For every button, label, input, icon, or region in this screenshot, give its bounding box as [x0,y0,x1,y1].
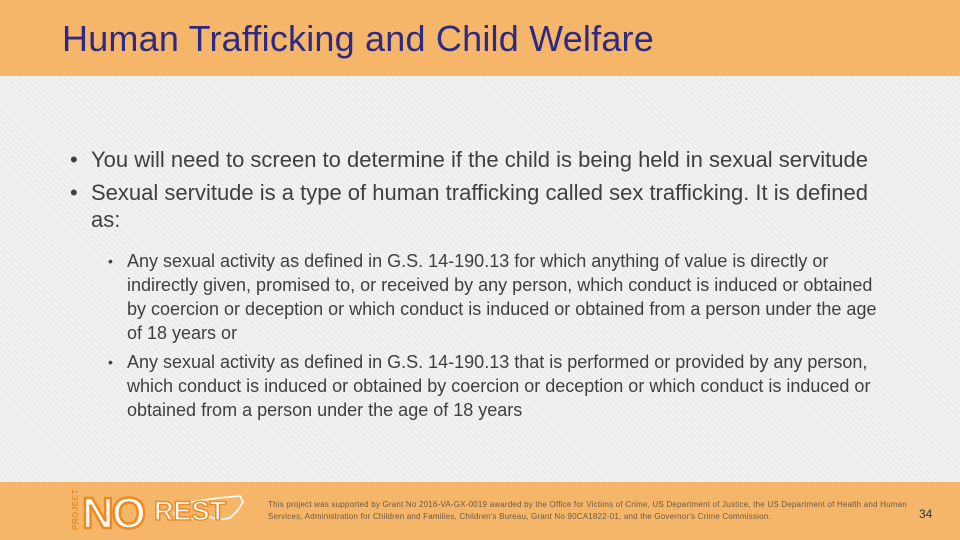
title-banner [0,0,960,76]
bullet-marker: • [70,180,78,205]
bullet-marker: • [70,147,78,172]
bullet-text: Sexual servitude is a type of human trafficking called sex trafficking. It is defined as: [91,180,868,232]
page-number: 34 [919,507,933,521]
sub-bullet-item [108,249,888,345]
bullet-item [70,146,900,173]
sub-bullet-list [108,249,888,422]
no-rest-logo [68,484,248,540]
slide-title: Human Trafficking and Child Welfare [62,18,654,59]
sub-bullet-text: Any sexual activity as defined in G.S. 14-190.13 for which anything of value is directly or indirectly given, promised to, or received by any person, which conduct is induced or obtained by coercion or deception or which conduct is induced or obtained from a person under the age of 18 years or [127,251,877,343]
sub-bullet-item [108,350,888,422]
logo-project-text: PROJECT [71,488,80,530]
bullet-text: You will need to screen to determine if the child is being held in sexual servitude [91,147,868,172]
sub-bullet-marker: • [108,253,113,269]
slide-content [70,146,900,427]
sub-bullet-marker: • [108,354,113,370]
bullet-item [70,179,900,233]
logo-rest-text: REST [154,496,227,526]
grant-credit-text: This project was supported by Grant No 2016-VA-GX-0019 awarded by the Office for Victims of Crime, US Department of Justice, the US Department of Health and Human Services, Administration for Children and Families, Children's Bureau, Grant No 90CA1822-01, and the Governor's Crime Commission. [268,500,907,521]
logo-no-text: NO [82,489,144,538]
sub-bullet-text: Any sexual activity as defined in G.S. 14-190.13 that is performed or provided by any person, which conduct is induced or obtained by coercion or deception or which conduct is induced or obtained from a person under the age of 18 years [127,352,871,420]
